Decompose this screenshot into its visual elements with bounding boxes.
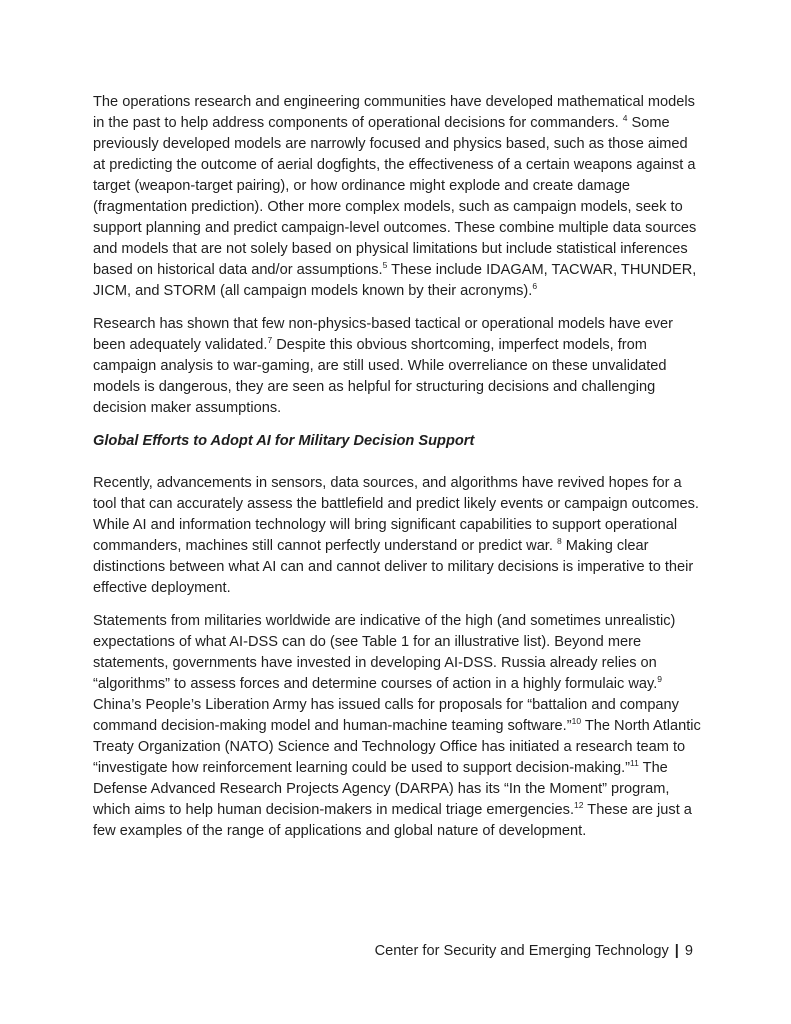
paragraph-text: Some previously developed models are narrowly focused and physics based, such as those aimed at predicting the outcome of aerial dogfights, the effectiveness of a certain weapons against a target (weapon-target pairing), or how ordinance might explode and create damage (fragmentation prediction). Other more complex models, such as campaign models, seek to support planning and predict campaign-level outcomes. These combine multiple data sources and models that are not solely based on physical limitations but include statistical inferences based on historical data and/or assumptions.: [93, 115, 697, 278]
page-footer: [375, 941, 693, 962]
footnote-ref: 4: [622, 113, 628, 123]
paragraph-text: The operations research and engineering communities have developed mathematical models in the past to help address components of operational decisions for commanders.: [93, 94, 695, 131]
footnote-ref: 5: [382, 260, 388, 270]
footnote-ref: 9: [657, 674, 663, 684]
section-heading: [93, 431, 703, 452]
paragraph-text: Research has shown that few non-physics-based tactical or operational models have ever been adequately validated.: [93, 316, 674, 353]
page-number: 9: [684, 943, 693, 959]
paragraph-text: China’s People’s Liberation Army has issued calls for proposals for “battalion and company command decision-making model and human-machine teaming software.”: [93, 697, 679, 734]
footnote-ref: 6: [532, 281, 538, 291]
body-paragraph: [93, 314, 703, 419]
paragraph-text: The North Atlantic Treaty Organization (NATO) Science and Technology Office has initiated a research team to “investigate how reinforcement learning could be used to support decision-making.”: [93, 718, 701, 776]
footer-organization: Center for Security and Emerging Technology: [374, 943, 669, 959]
body-paragraph: [93, 473, 703, 599]
footnote-ref: 12: [574, 800, 584, 810]
body-paragraph: [93, 611, 703, 842]
footnote-ref: 10: [571, 716, 582, 726]
footnote-ref: 7: [267, 335, 273, 345]
paragraph-text: Recently, advancements in sensors, data sources, and algorithms have revived hopes for a tool that can accurately assess the battlefield and predict likely events or campaign outcomes. While AI and information technology will bring significant capabilities to support operational commanders, machines still cannot perfectly understand or predict war.: [93, 475, 699, 554]
body-paragraph: [93, 92, 703, 302]
footer-separator: |: [674, 943, 679, 959]
paragraph-text: These are just a few examples of the range of applications and global nature of development.: [93, 802, 692, 839]
paragraph-text: The Defense Advanced Research Projects Agency (DARPA) has its “In the Moment” program, which aims to help human decision-makers in medical triage emergencies.: [93, 760, 670, 818]
paragraph-text: Making clear distinctions between what AI can and cannot deliver to military decisions is imperative to their effective deployment.: [93, 538, 694, 596]
paragraph-text: Statements from militaries worldwide are indicative of the high (and sometimes unrealistic) expectations of what AI-DSS can do (see Table 1 for an illustrative list). Beyond mere statements, governments have invested in developing AI-DSS. Russia already relies on “algorithms” to assess forces and determine courses of action in a highly formulaic way.: [93, 613, 676, 692]
paragraph-text: These include IDAGAM, TACWAR, THUNDER, JICM, and STORM (all campaign models known by their acronyms).: [93, 262, 697, 299]
paragraph-text: Global Efforts to Adopt AI for Military Decision Support: [93, 433, 475, 449]
footnote-ref: 11: [630, 758, 639, 768]
paragraph-text: Despite this obvious shortcoming, imperfect models, from campaign analysis to war-gaming, are still used. While overreliance on these unvalidated models is dangerous, they are seen as helpful for structuring decisions and challenging decision maker assumptions.: [93, 337, 667, 416]
document-body: [93, 92, 703, 854]
footnote-ref: 8: [556, 536, 562, 546]
